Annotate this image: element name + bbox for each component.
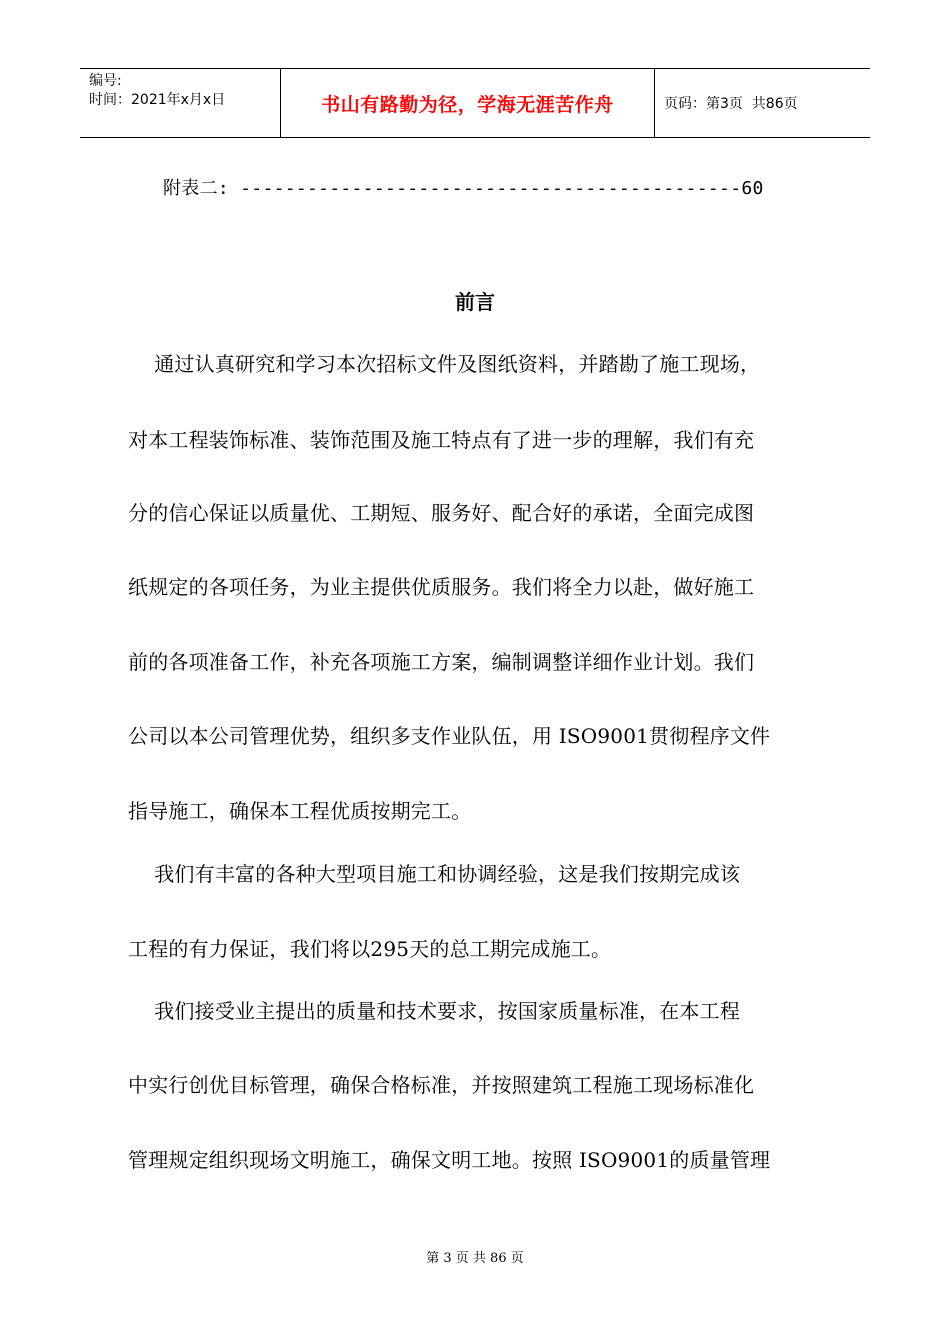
- document-date: 时间：2021年x月x日: [89, 92, 226, 108]
- body-line: 我们接受业主提出的质量和技术要求，按国家质量标准，在本工程: [128, 999, 741, 1023]
- body-line: 我们有丰富的各种大型项目施工和协调经验，这是我们按期完成该: [128, 862, 741, 886]
- body-line: 指导施工，确保本工程优质按期完工。: [128, 799, 472, 823]
- section-heading: 前言: [455, 290, 495, 314]
- body-line: 公司以本公司管理优势，组织多支作业队伍，用 ISO9001贯彻程序文件: [128, 724, 771, 748]
- page-header: [80, 68, 870, 138]
- body-line: 工程的有力保证，我们将以295天的总工期完成施工。: [128, 937, 612, 961]
- page-footer: 第 3 页 共 86 页: [426, 1251, 524, 1266]
- body-line: 前的各项准备工作，补充各项施工方案，编制调整详细作业计划。我们: [128, 650, 755, 674]
- header-meta: [80, 69, 281, 137]
- document-number-label: 编号:: [89, 73, 122, 89]
- header-motto: 书山有路勤为径，学海无涯苦作舟: [281, 69, 655, 137]
- body-line: 纸规定的各项任务，为业主提供优质服务。我们将全力以赴，做好施工: [128, 575, 755, 599]
- header-page-info: 页码：第3页 共86页: [664, 96, 798, 112]
- body-line: 分的信心保证以质量优、工期短、服务好、配合好的承诺，全面完成图: [128, 501, 755, 525]
- body-line: 管理规定组织现场文明施工，确保文明工地。按照 ISO9001的质量管理: [128, 1148, 771, 1172]
- toc-entry: 附表二: ---------------------------------------------60: [163, 178, 764, 199]
- body-line: 中实行创优目标管理，确保合格标准，并按照建筑工程施工现场标准化: [128, 1073, 755, 1097]
- body-line: 通过认真研究和学习本次招标文件及图纸资料，并踏勘了施工现场，: [128, 352, 761, 376]
- body-line: 对本工程装饰标准、装饰范围及施工特点有了进一步的理解，我们有充: [128, 428, 755, 452]
